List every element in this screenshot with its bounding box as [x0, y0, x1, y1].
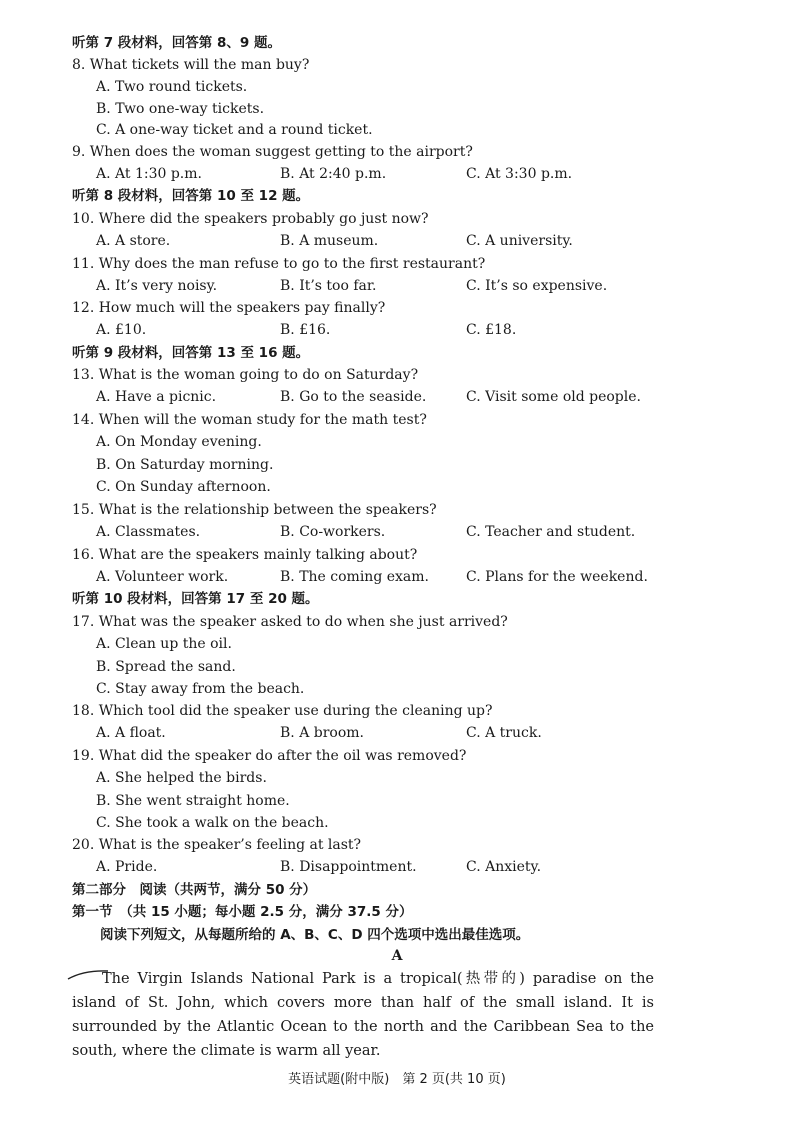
option-8a: A. Two round tickets.: [96, 79, 248, 95]
reading-instructions: 阅读下列短文，从每题所给的 A、B、C、D 四个选项中选出最佳选项。: [100, 927, 530, 943]
option-14a: A. On Monday evening.: [96, 434, 262, 450]
option-19a: A. She helped the birds.: [96, 770, 267, 786]
option-10a: A. A store.: [96, 233, 171, 249]
option-15c: C. Teacher and student.: [466, 524, 636, 540]
option-18c: C. A truck.: [466, 725, 542, 741]
option-17b: B. Spread the sand.: [96, 659, 236, 675]
option-12b: B. £16.: [280, 322, 331, 338]
option-20a: A. Pride.: [96, 859, 158, 875]
option-15a: A. Classmates.: [96, 524, 201, 540]
question-17: 17. What was the speaker asked to do when she just arrived?: [72, 614, 508, 630]
option-15b: B. Co-workers.: [280, 524, 386, 540]
question-13: 13. What is the woman going to do on Saturday?: [72, 367, 419, 383]
option-18b: B. A broom.: [280, 725, 364, 741]
question-20: 20. What is the speaker’s feeling at last?: [72, 837, 362, 853]
option-10b: B. A museum.: [280, 233, 379, 249]
question-18: 18. Which tool did the speaker use during the cleaning up?: [72, 703, 493, 719]
option-16b: B. The coming exam.: [280, 569, 429, 585]
question-11: 11. Why does the man refuse to go to the first restaurant?: [72, 256, 486, 272]
passage-label: A: [391, 948, 403, 964]
option-17a: A. Clean up the oil.: [96, 636, 232, 652]
page-footer: 英语试题(附中版) 第 2 页(共 10 页): [288, 1072, 506, 1087]
section-heading-8: 听第 8 段材料，回答第 10 至 12 题。: [72, 188, 310, 204]
option-18a: A. A float.: [96, 725, 166, 741]
section-one-heading: 第一节 （共 15 小题；每小题 2.5 分，满分 37.5 分）: [72, 904, 413, 920]
option-16a: A. Volunteer work.: [96, 569, 229, 585]
question-9: 9. When does the woman suggest getting to the airport?: [72, 144, 473, 160]
option-13a: A. Have a picnic.: [96, 389, 217, 405]
question-16: 16. What are the speakers mainly talking about?: [72, 547, 418, 563]
question-14: 14. When will the woman study for the math test?: [72, 412, 427, 428]
option-17c: C. Stay away from the beach.: [96, 681, 305, 697]
question-19: 19. What did the speaker do after the oil was removed?: [72, 748, 467, 764]
option-14c: C. On Sunday afternoon.: [96, 479, 271, 495]
section-heading-9: 听第 9 段材料，回答第 13 至 16 题。: [72, 345, 310, 361]
section-heading-10: 听第 10 段材料，回答第 17 至 20 题。: [72, 591, 319, 607]
option-8b: B. Two one-way tickets.: [96, 101, 265, 117]
option-13b: B. Go to the seaside.: [280, 389, 427, 405]
option-9a: A. At 1:30 p.m.: [96, 166, 202, 182]
question-10: 10. Where did the speakers probably go just now?: [72, 211, 429, 227]
option-12a: A. £10.: [96, 322, 147, 338]
part-two-heading: 第二部分 阅读（共两节，满分 50 分）: [72, 882, 317, 898]
option-8c: C. A one-way ticket and a round ticket.: [96, 122, 373, 138]
option-9c: C. At 3:30 p.m.: [466, 166, 573, 182]
option-12c: C. £18.: [466, 322, 517, 338]
option-19c: C. She took a walk on the beach.: [96, 815, 329, 831]
option-9b: B. At 2:40 p.m.: [280, 166, 387, 182]
option-11b: B. It’s too far.: [280, 278, 377, 294]
option-11a: A. It’s very noisy.: [96, 278, 218, 294]
option-19b: B. She went straight home.: [96, 793, 290, 809]
passage-paragraph: The Virgin Islands National Park is a tropical(热带的) paradise on the island of St. John, which covers more than half of the small island. It is surrounded by the Atlantic Ocean to the north and the Caribbean Sea to the south, where the climate is warm all year.: [72, 971, 654, 1059]
option-16c: C. Plans for the weekend.: [466, 569, 648, 585]
option-14b: B. On Saturday morning.: [96, 457, 274, 473]
question-12: 12. How much will the speakers pay finally?: [72, 300, 386, 316]
option-11c: C. It’s so expensive.: [466, 278, 608, 294]
question-15: 15. What is the relationship between the speakers?: [72, 502, 437, 518]
option-10c: C. A university.: [466, 233, 573, 249]
option-20c: C. Anxiety.: [466, 859, 542, 875]
question-8: 8. What tickets will the man buy?: [72, 57, 310, 73]
option-20b: B. Disappointment.: [280, 859, 417, 875]
section-heading-7: 听第 7 段材料，回答第 8、9 题。: [72, 35, 281, 51]
option-13c: C. Visit some old people.: [466, 389, 641, 405]
